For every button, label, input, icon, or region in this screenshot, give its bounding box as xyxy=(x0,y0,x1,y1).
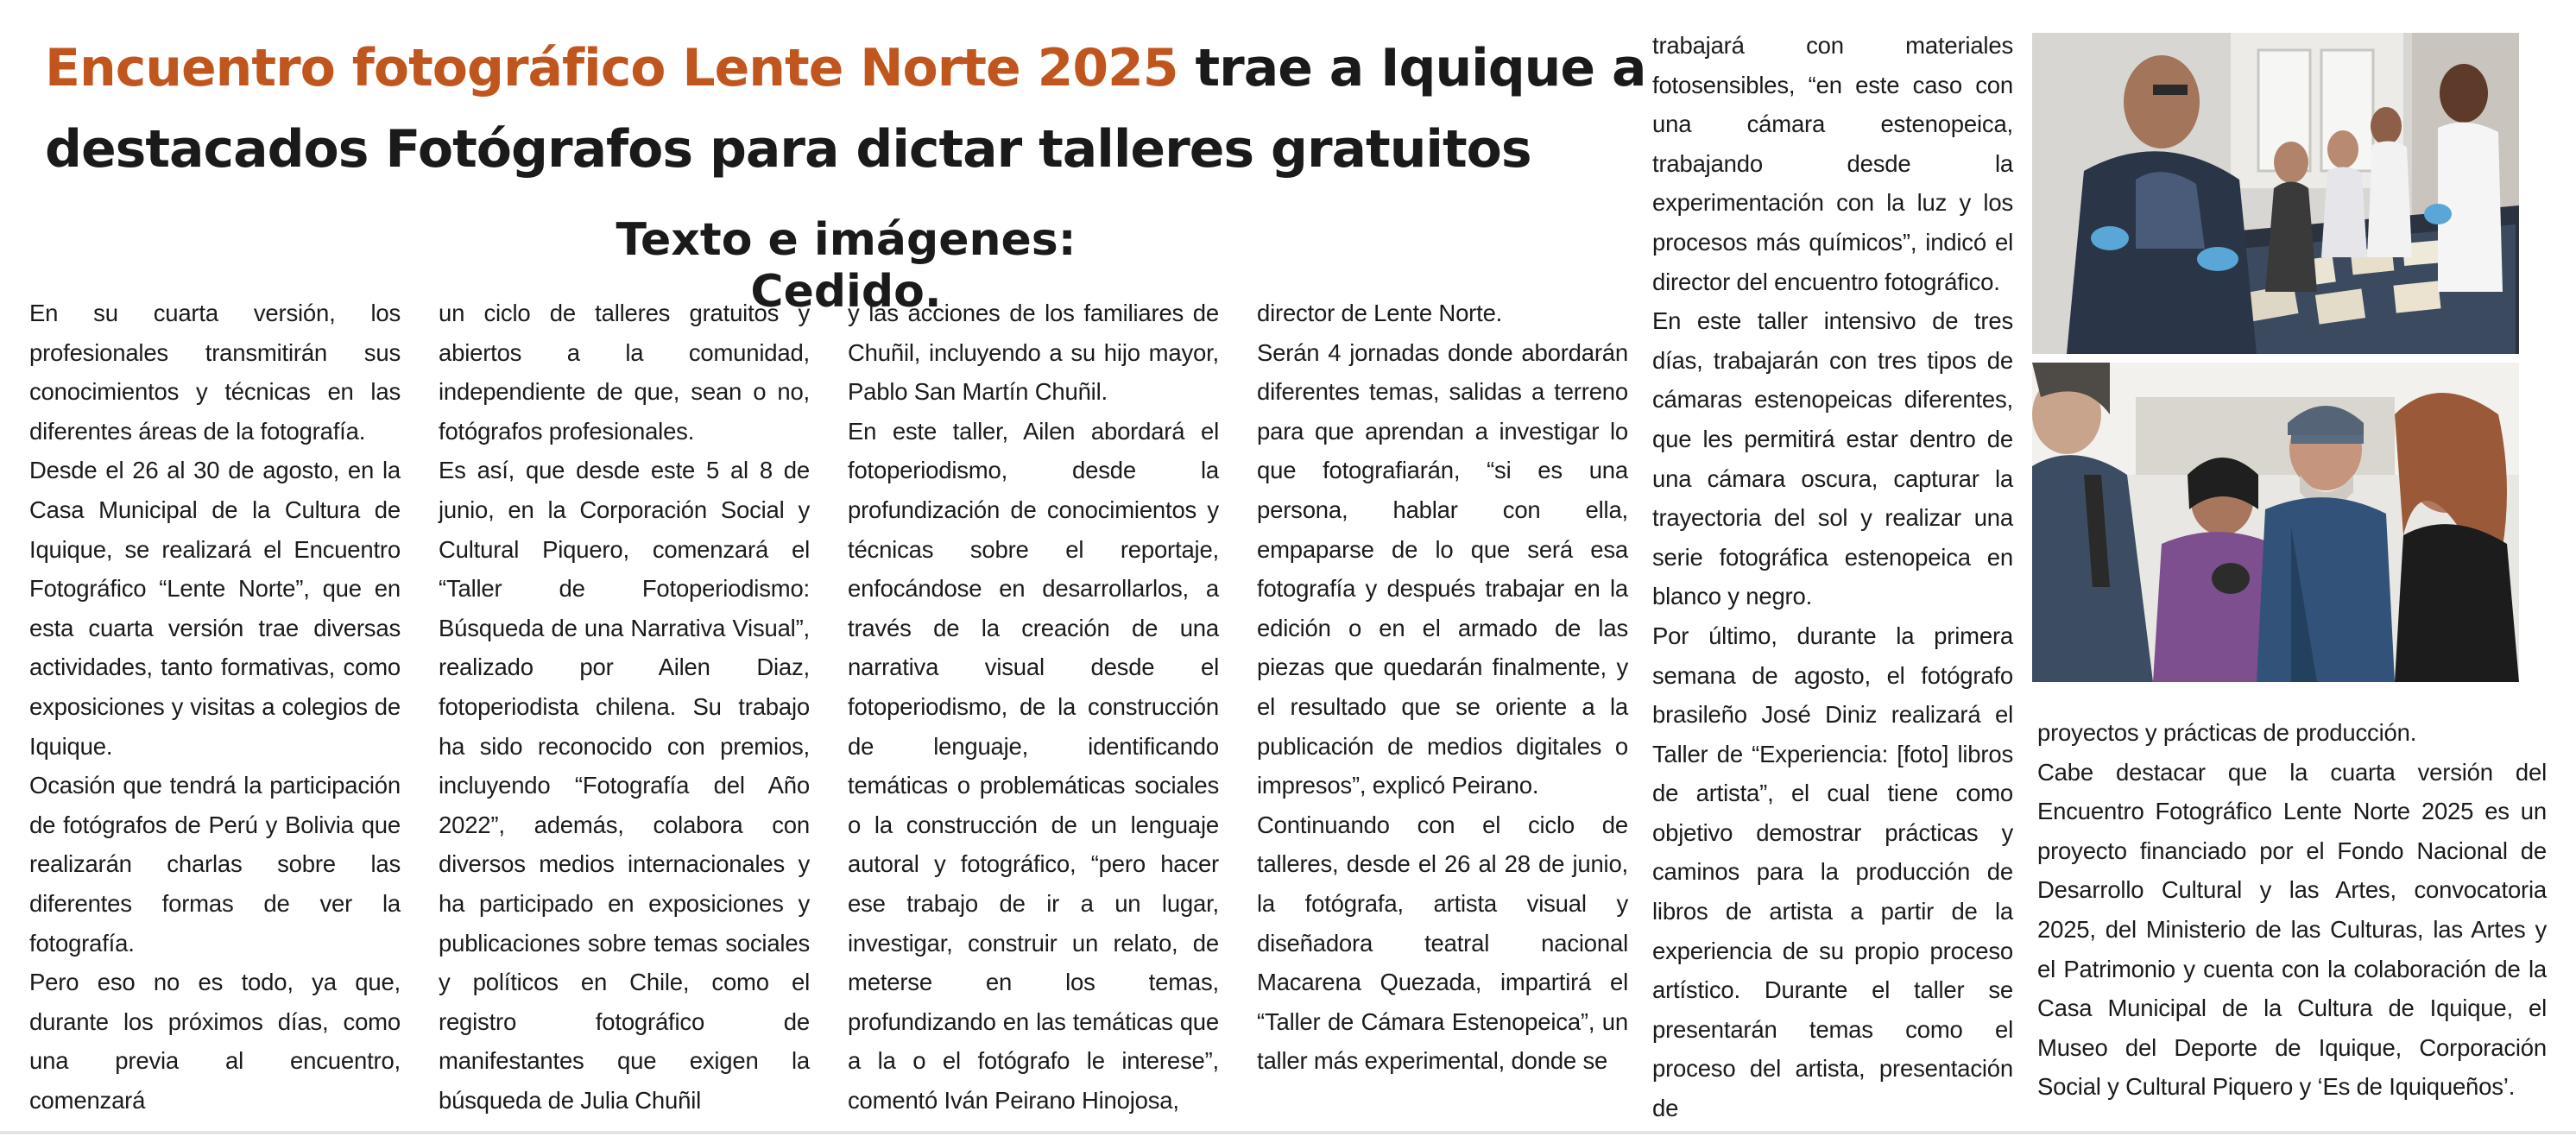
paragraph: Desde el 26 al 30 de agosto, en la Casa Municipal de la Cultura de Iquique, se realizará el Encuentro Fotográfico “Lente Norte”, que en esta cuarta versión trae diversas actividades, tanto formativas, como exposiciones y visitas a colegios de Iquique. xyxy=(29,457,401,760)
headline xyxy=(45,28,1651,190)
paragraph: proyectos y prácticas de producción. xyxy=(2037,719,2417,746)
paragraph: Por último, durante la primera semana de agosto, el fotógrafo brasileño José Diniz realizará el Taller de “Experiencia: [foto] libros de artista”, el cual tiene como objetivo demostrar prácticas y caminos para la producción de libros de artista a partir de la experiencia de su propio proceso artístico. Durante el taller se presentarán temas como el proceso del artista, presentación de xyxy=(1652,622,2013,1122)
workshop-photo-cameras xyxy=(2032,363,2519,682)
paragraph: y las acciones de los familiares de Chuñil, incluyendo a su hijo mayor, Pablo San Martín Chuñil. xyxy=(848,300,1219,406)
byline: Texto e imágenes: Cedido. xyxy=(616,214,1076,318)
article-column-1 xyxy=(29,294,401,1120)
article-column-3 xyxy=(848,294,1219,1120)
article-column-4 xyxy=(1257,294,1628,1081)
workshop-table-image xyxy=(2032,33,2519,354)
article-column-6 xyxy=(2037,713,2547,1107)
article-column-2 xyxy=(439,294,810,1120)
paragraph: un ciclo de talleres gratuitos y abiertos a la comunidad, independiente de que, sean o no, fotógrafos profesionales. xyxy=(439,300,810,445)
headline-rest: trae a Iquique a destacados Fotógrafos para dictar talleres gratuitos xyxy=(45,38,1646,180)
paragraph: En su cuarta versión, los profesionales transmitirán sus conocimientos y técnicas en las diferentes áreas de la fotografía. xyxy=(29,300,401,445)
paragraph: Pero eso no es todo, ya que, durante los próximos días, como una previa al encuentro, comenzará xyxy=(29,969,401,1114)
paragraph: En este taller intensivo de tres días, trabajarán con tres tipos de cámaras estenopeicas diferentes, que les permitirá estar dentro de una cámara oscura, capturar la trayectoria del sol y realizar una serie fotográfica estenopeica en blanco y negro. xyxy=(1652,307,2013,610)
bottom-divider xyxy=(0,1131,2576,1134)
paragraph: Cabe destacar que la cuarta versión del Encuentro Fotográfico Lente Norte 2025 es un proyecto financiado por el Fondo Nacional de Desarrollo Cultural y las Artes, convocatoria 2025, del Ministerio de las Culturas, las Artes y el Patrimonio y cuenta con la colaboración de la Casa Municipal de la Cultura de Iquique, el Museo del Deporte de Iquique, Corporación Social y Cultural Piquero y ‘Es de Iquiqueños’. xyxy=(2037,758,2547,1101)
workshop-cameras-image xyxy=(2032,363,2519,682)
paragraph: En este taller, Ailen abordará el fotoperiodismo, desde la profundización de conocimientos y técnicas sobre el reportaje, enfocándose en desarrollarlos, a través de la creación de una narrativa visual desde el fotoperiodismo, de la construcción de lenguaje, identificando temáticas o problemáticas sociales o la construcción de un lenguaje autoral y fotográfico, “pero hacer ese trabajo de ir a un lugar, investigar, construir un relato, de meterse en los temas, profundizando en las temáticas que a la o el fotógrafo le interese”, comentó Iván Peirano Hinojosa, xyxy=(848,417,1219,1114)
workshop-photo-table xyxy=(2032,33,2519,354)
paragraph: Serán 4 jornadas donde abordarán diferentes temas, salidas a terreno para que aprendan a investigar lo que fotografiarán, “si es una persona, hablar con ella, empaparse de lo que será esa fotografía y después trabajar en la edición o en el armado de las piezas que quedarán finalmente, y el resultado que se oriente a la publicación de medios digitales o impresos”, explicó Peirano. xyxy=(1257,338,1628,799)
headline-accent: Encuentro fotográfico Lente Norte 2025 xyxy=(45,38,1178,98)
paragraph: Continuando con el ciclo de talleres, desde el 26 al 28 de junio, la fotógrafa, artista visual y diseñadora teatral nacional Macarena Quezada, impartirá el “Taller de Cámara Estenopeica”, un taller más experimental, donde se xyxy=(1257,811,1628,1075)
paragraph: trabajará con materiales fotosensibles, “en este caso con una cámara estenopeica, trabajando desde la experimentación con la luz y los procesos más químicos”, indicó el director del encuentro fotográfico. xyxy=(1652,32,2013,295)
paragraph: director de Lente Norte. xyxy=(1257,300,1503,326)
paragraph: Ocasión que tendrá la participación de fotógrafos de Perú y Bolivia que realizarán charlas sobre las diferentes formas de ver la fotografía. xyxy=(29,772,401,957)
paragraph: Es así, que desde este 5 al 8 de junio, en la Corporación Social y Cultural Piquero, comenzará el “Taller de Fotoperiodismo: Búsqueda de una Narrativa Visual”, realizado por Ailen Diaz, fotoperiodista chilena. Su trabajo ha sido reconocido con premios, incluyendo “Fotografía del Año 2022”, además, colabora con diversos medios internacionales y ha participado en exposiciones y publicaciones sobre temas sociales y políticos en Chile, como el registro fotográfico de manifestantes que exigen la búsqueda de Julia Chuñil xyxy=(439,457,810,1114)
article-column-5 xyxy=(1652,26,2013,1128)
